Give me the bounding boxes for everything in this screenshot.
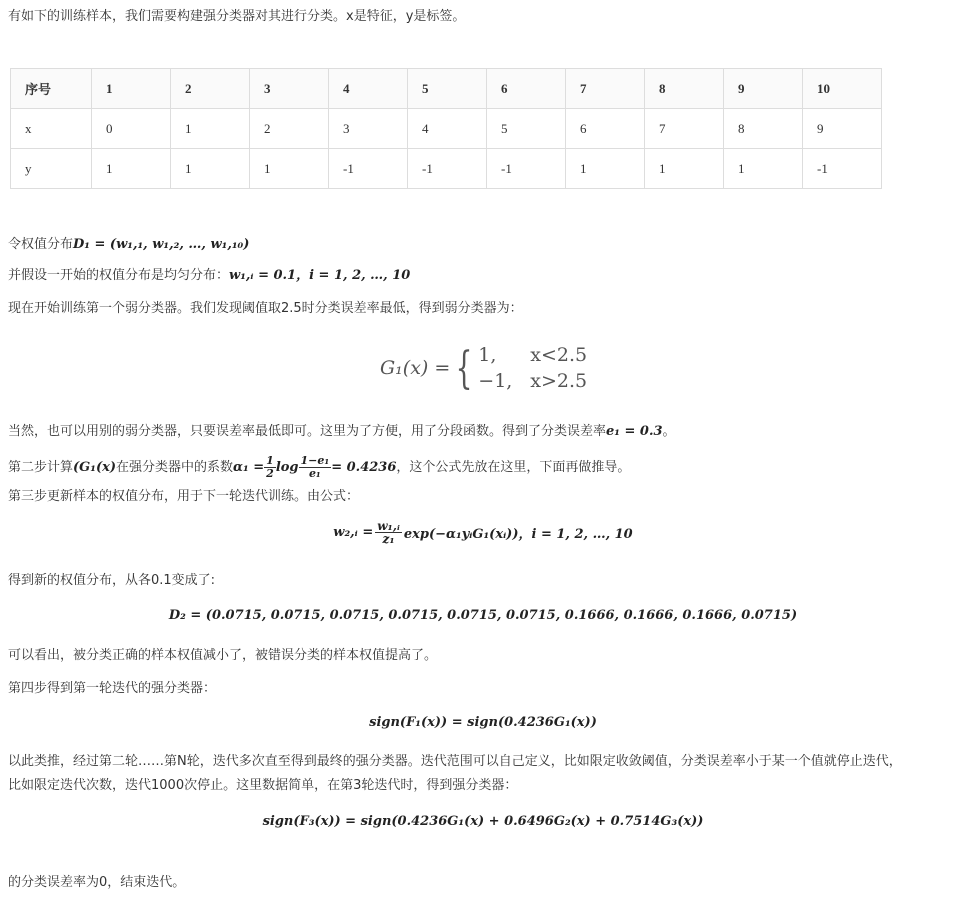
paragraph-observation: 可以看出，被分类正确的样本权值减小了，被错误分类的样本权值提高了。 [8,648,438,663]
table-header: 7 [566,69,645,109]
table-cell: x [11,109,92,149]
paragraph-iteration-2: 比如限定迭代次数，迭代1000次停止。这里数据简单，在第3轮迭代时，得到强分类器： [8,778,518,793]
formula: = 0.4236 [331,459,397,475]
table-cell: 1 [724,149,803,189]
text: 令权值分布 [8,237,74,252]
table-cell: 6 [566,109,645,149]
table-cell: 5 [487,109,566,149]
case-value: −1, [478,370,513,392]
paragraph-alpha [8,455,630,480]
formula: exp(−α₁yᵢG₁(xᵢ))，i = 1, 2, …, 10 [403,527,633,542]
paragraph-uniform [8,267,410,285]
table-header-row [11,69,882,109]
table-header: 4 [329,69,408,109]
table-cell: y [11,149,92,189]
table-cell: 9 [803,109,882,149]
paragraph-d1 [8,236,249,254]
formula-d2: D₂ = (0.0715, 0.0715, 0.0715, 0.0715, 0.0715, 0.0715, 0.1666, 0.1666, 0.1666, 0.0715) [168,608,798,623]
text: 第二步计算 [8,459,74,475]
table-header: 2 [171,69,250,109]
formula-f3: sign(F₃(x)) = sign(0.4236G₁(x) + 0.6496G₂(x) + 0.7514G₃(x)) [262,814,704,829]
paragraph-new-weights: 得到新的权值分布，从各0.1变成了: [8,573,216,588]
formula-weight-update [0,520,966,545]
formula-e1: e₁ = 0.3 [606,424,663,439]
formula: w₂,ᵢ = [333,525,374,540]
case-condition: x>2.5 [530,370,588,392]
formula-g1 [380,342,587,394]
table-cell: 3 [329,109,408,149]
formula: (G₁(x) [73,459,117,475]
table-cell: 7 [645,109,724,149]
denominator: 2 [266,467,274,480]
case-condition: x<2.5 [530,344,588,366]
denominator: z₁ [382,532,395,546]
table-cell: 0 [92,109,171,149]
table-header: 5 [408,69,487,109]
text: 当然，也可以用别的弱分类器，只要误差率最低即可。这里为了方便，用了分段函数。得到了分类误差率 [8,424,607,439]
table-cell: 1 [566,149,645,189]
paragraph-weak-classifier: 现在开始训练第一个弱分类器。我们发现阈值取2.5时分类误差率最低，得到弱分类器为： [8,301,523,316]
paragraph-end: 的分类误差率为0，结束迭代。 [8,875,186,890]
table-header: 3 [250,69,329,109]
table-cell: 4 [408,109,487,149]
table-cell: 1 [92,149,171,189]
formula-d1: D₁ = (w₁,₁, w₁,₂, …, w₁,₁₀) [73,237,250,252]
numerator: 1−e₁ [300,454,330,467]
text: 。 [662,424,676,439]
table-cell: 1 [171,149,250,189]
table-cell: 1 [645,149,724,189]
text: 在强分类器中的系数 [116,459,234,475]
denominator: e₁ [308,467,321,480]
table-cell: 2 [250,109,329,149]
text: ，这个公式先放在这里，下面再做推导。 [396,459,631,475]
fraction [264,455,276,480]
sample-table [10,68,882,189]
table-header: 序号 [11,69,92,109]
table-cell: 1 [171,109,250,149]
fraction [299,455,332,480]
table-cell: -1 [803,149,882,189]
formula: α₁ = [233,459,265,475]
table-header: 6 [487,69,566,109]
case-value: 1, [478,344,497,366]
paragraph-iteration-1: 以此类推，经过第二轮……第N轮，迭代多次直至得到最终的强分类器。迭代范围可以自己定义，比如限定收敛阈值，分类误差率小于某一个值就停止迭代， [8,754,902,769]
table-header: 10 [803,69,882,109]
intro-text: 有如下的训练样本，我们需要构建强分类器对其进行分类。x是特征，y是标签。 [8,9,466,24]
table-row [11,109,882,149]
fraction [375,520,402,545]
paragraph-step4: 第四步得到第一轮迭代的强分类器： [8,681,217,696]
brace-icon: { [455,342,473,394]
formula-f1: sign(F₁(x)) = sign(0.4236G₁(x)) [369,715,597,730]
table-row [11,149,882,189]
formula-w1: w₁,ᵢ = 0.1，i = 1, 2, …, 10 [229,268,411,283]
table-cell: 8 [724,109,803,149]
table-header: 9 [724,69,803,109]
formula-g1-lhs: G₁(x) = [380,357,451,379]
table-cell: 1 [250,149,329,189]
table-cell: -1 [329,149,408,189]
paragraph-step3: 第三步更新样本的权值分布，用于下一轮迭代训练。由公式： [8,489,360,504]
numerator: w₁,ᵢ [377,519,400,533]
table-header: 8 [645,69,724,109]
formula: log [275,459,299,475]
table-cell: -1 [487,149,566,189]
table-cell: -1 [408,149,487,189]
paragraph-error-rate [8,423,676,441]
text: 并假设一开始的权值分布是均匀分布： [8,268,230,283]
table-header: 1 [92,69,171,109]
numerator: 1 [266,454,274,467]
